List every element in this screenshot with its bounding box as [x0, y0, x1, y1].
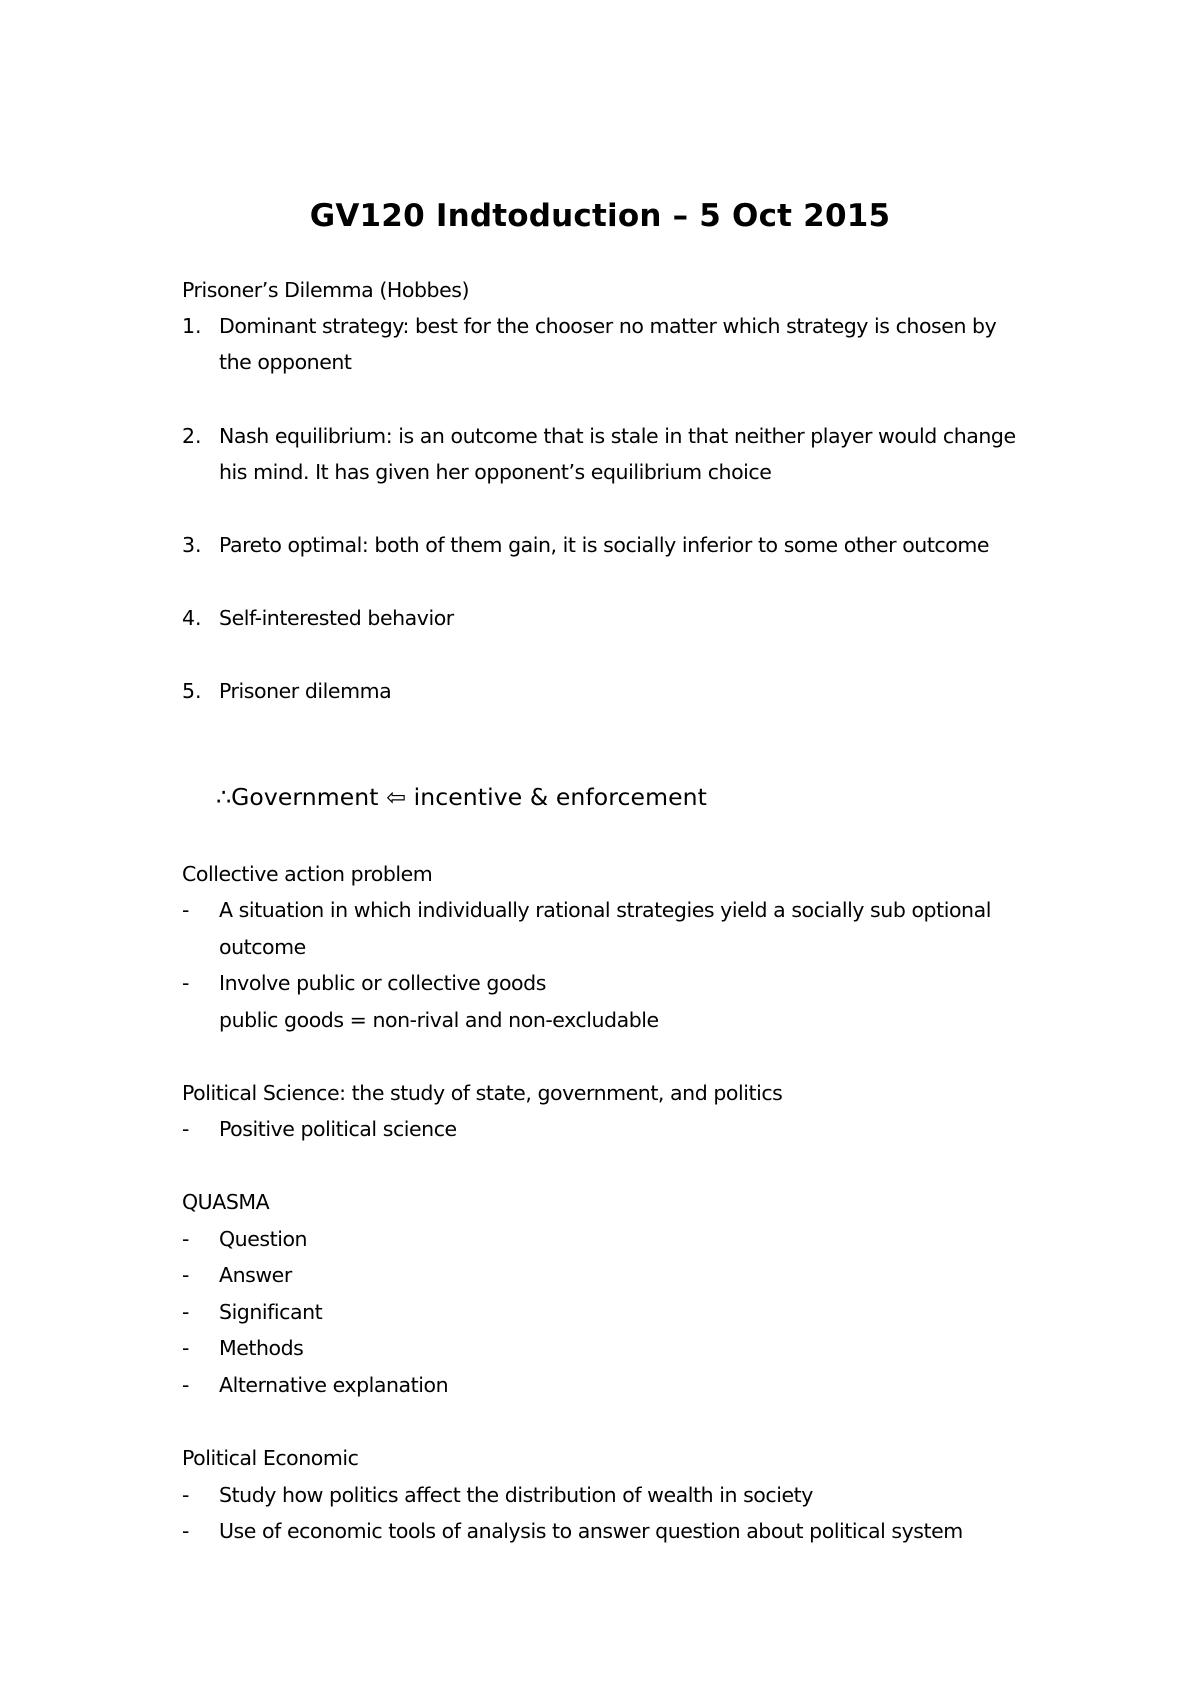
incentive-enforcement-label: incentive & enforcement — [413, 783, 707, 811]
political-science-heading: Political Science: the study of state, government, and politics — [182, 1081, 783, 1105]
dash-bullet: - — [182, 1263, 190, 1287]
list-item-continuation: his mind. It has given her opponent’s equilibrium choice — [219, 460, 772, 484]
list-item-continuation: outcome — [219, 935, 306, 959]
government-conclusion — [216, 783, 707, 811]
list-item-significant: Significant — [219, 1300, 323, 1324]
list-item-question: Question — [219, 1227, 308, 1251]
list-item-positive-political-science: Positive political science — [219, 1117, 457, 1141]
list-marker: 4. — [182, 606, 202, 630]
political-economic-heading: Political Economic — [182, 1446, 359, 1470]
dash-bullet: - — [182, 1227, 190, 1251]
list-item-public-goods: Involve public or collective goods — [219, 971, 546, 995]
list-item-pareto-optimal: Pareto optimal: both of them gain, it is socially inferior to some other outcome — [219, 533, 990, 557]
list-item-nash-equilibrium: Nash equilibrium: is an outcome that is stale in that neither player would change — [219, 424, 1016, 448]
list-marker: 2. — [182, 424, 202, 448]
therefore-symbol: ∴ — [216, 783, 232, 811]
dash-bullet: - — [182, 1519, 190, 1543]
public-goods-definition: public goods = non-rival and non-excludable — [219, 1008, 659, 1032]
dash-bullet: - — [182, 1336, 190, 1360]
government-label: Government — [231, 783, 379, 811]
dash-bullet: - — [182, 898, 190, 922]
list-item-dominant-strategy: Dominant strategy: best for the chooser no matter which strategy is chosen by — [219, 314, 997, 338]
left-arrow-icon: ⇦ — [386, 783, 406, 811]
list-item-answer: Answer — [219, 1263, 292, 1287]
list-item-alternative-explanation: Alternative explanation — [219, 1373, 449, 1397]
list-item-prisoner-dilemma: Prisoner dilemma — [219, 679, 392, 703]
quasma-heading: QUASMA — [182, 1190, 270, 1214]
list-marker: 1. — [182, 314, 202, 338]
list-item-individually-rational: A situation in which individually rational strategies yield a socially sub optional — [219, 898, 991, 922]
prisoners-dilemma-heading: Prisoner’s Dilemma (Hobbes) — [182, 278, 470, 302]
dash-bullet: - — [182, 1373, 190, 1397]
list-marker: 3. — [182, 533, 202, 557]
list-item-methods: Methods — [219, 1336, 304, 1360]
list-item-self-interested: Self-interested behavior — [219, 606, 454, 630]
collective-action-heading: Collective action problem — [182, 862, 433, 886]
list-item-continuation: the opponent — [219, 350, 352, 374]
list-marker: 5. — [182, 679, 202, 703]
list-item-economic-tools: Use of economic tools of analysis to answer question about political system — [219, 1519, 963, 1543]
document-title: GV120 Indtoduction – 5 Oct 2015 — [309, 198, 891, 234]
dash-bullet: - — [182, 1117, 190, 1141]
list-item-wealth-distribution: Study how politics affect the distribution of wealth in society — [219, 1483, 813, 1507]
dash-bullet: - — [182, 971, 190, 995]
dash-bullet: - — [182, 1300, 190, 1324]
dash-bullet: - — [182, 1483, 190, 1507]
